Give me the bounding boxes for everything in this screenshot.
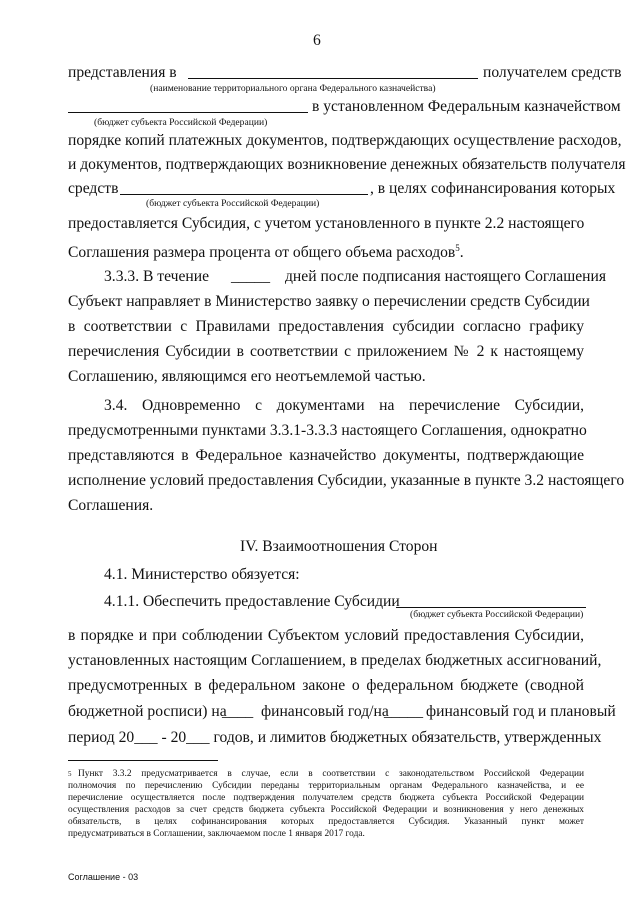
- blank-line: [396, 607, 586, 608]
- text-line: Соглашения размера процента от общего объема расходов$^5$.: [68, 243, 464, 262]
- text-line: 3.4. Одновременно с документами на перечисление Субсидии,: [104, 397, 584, 414]
- footnote-line: обязательств, в целях софинансирования которых предоставляется Субсидия. Указанный пункт может: [68, 817, 584, 827]
- footnote-line: Пункт 3.3.2 предусматривается в случае, если в соответствии с законодательством Российской Федерации: [78, 769, 584, 779]
- text-line: 4.1.1. Обеспечить предоставление Субсидии: [104, 593, 400, 610]
- text-line: исполнение условий предоставления Субсидии, указанные в пункте 3.2 настоящего: [68, 472, 625, 489]
- footer-label: Соглашение - 03: [68, 872, 139, 882]
- text-line: предусмотренных в федеральном законе о федеральном бюджете (сводной: [68, 677, 584, 694]
- text-line: Соглашения.: [68, 497, 154, 514]
- blank-field: ____: [222, 703, 254, 720]
- text-line: в порядке и при соблюдении Субъектом условий предоставления Субсидии,: [68, 627, 584, 644]
- page-number: 6: [313, 32, 321, 49]
- text-line: в установленном Федеральным казначейством: [312, 98, 621, 115]
- footnote-ref: 5: [455, 243, 460, 253]
- text-line: финансовый год/на: [261, 703, 389, 720]
- blank-field: ___: [186, 729, 210, 746]
- text-line: получателем средств: [483, 64, 622, 81]
- footnote-line: перечисление осуществляется после подтверждения получателем средств бюджета субъекта Российской Федерации: [68, 793, 584, 803]
- text-line: установленных настоящим Соглашением, в пределах бюджетных ассигнований,: [68, 652, 602, 669]
- text-line: 3.3.3. В течение: [104, 268, 210, 285]
- text-line: перечисления Субсидии в соответствии с приложением № 2 к настоящему: [68, 343, 584, 360]
- blank-field: _____: [384, 703, 423, 720]
- blank-line: [120, 194, 368, 195]
- field-caption: (бюджет субъекта Российской Федерации): [146, 198, 320, 209]
- field-caption: (бюджет субъекта Российской Федерации): [410, 609, 584, 620]
- text-line: Субъект направляет в Министерство заявку о перечислении средств Субсидии: [68, 293, 590, 310]
- footnote-marker: 5: [68, 770, 72, 778]
- text-line: Соглашению, являющимся его неотъемлемой частью.: [68, 368, 426, 385]
- blank-line: [188, 78, 478, 79]
- footnote-line: полномочия по перечислению Субсидии переданы территориальным органам Федерального казначейства, и ее: [68, 781, 584, 791]
- text-line: средств: [68, 180, 119, 197]
- footnote-separator: [68, 760, 218, 761]
- blank-field: ___: [134, 729, 158, 746]
- text-line: представления в: [68, 64, 177, 81]
- blank-line: [68, 112, 308, 113]
- section-heading: IV. Взаимоотношения Сторон: [240, 538, 438, 555]
- text-line: предусмотренными пунктами 3.3.1-3.3.3 настоящего Соглашения, однократно: [68, 422, 587, 439]
- text-line: и документов, подтверждающих возникновение денежных обязательств получателя: [68, 156, 626, 173]
- text-line: в соответствии с Правилами предоставления субсидии согласно графику: [68, 318, 584, 335]
- text-line: порядке копий платежных документов, подтверждающих осуществление расходов,: [68, 132, 622, 149]
- text-line: представляются в Федеральное казначейство документы, подтверждающие: [68, 447, 584, 464]
- text-line: предоставляется Субсидия, с учетом установленного в пункте 2.2 настоящего: [68, 215, 585, 232]
- text-line: , в целях софинансирования которых: [370, 180, 616, 197]
- field-caption: (наименование территориального органа Федерального казначейства): [150, 83, 436, 94]
- text-line: дней после подписания настоящего Соглашения: [285, 268, 607, 285]
- blank-field: _____: [231, 268, 270, 285]
- footnote-line: предусматриваться в Соглашении, заключаемом после 1 января 2017 года.: [68, 829, 365, 839]
- footnote-line: осуществления расходов за счет средств бюджета субъекта Российской Федерации и возникновения у него денежных: [68, 805, 584, 815]
- text-line: финансовый год и плановый: [426, 703, 616, 720]
- text-line: бюджетной росписи) на: [68, 703, 227, 720]
- text-line: период 20___ - 20___ годов, и лимитов бюджетных обязательств, утвержденных: [68, 729, 602, 746]
- field-caption: (бюджет субъекта Российской Федерации): [94, 117, 268, 128]
- text-line: 4.1. Министерство обязуется:: [104, 566, 300, 583]
